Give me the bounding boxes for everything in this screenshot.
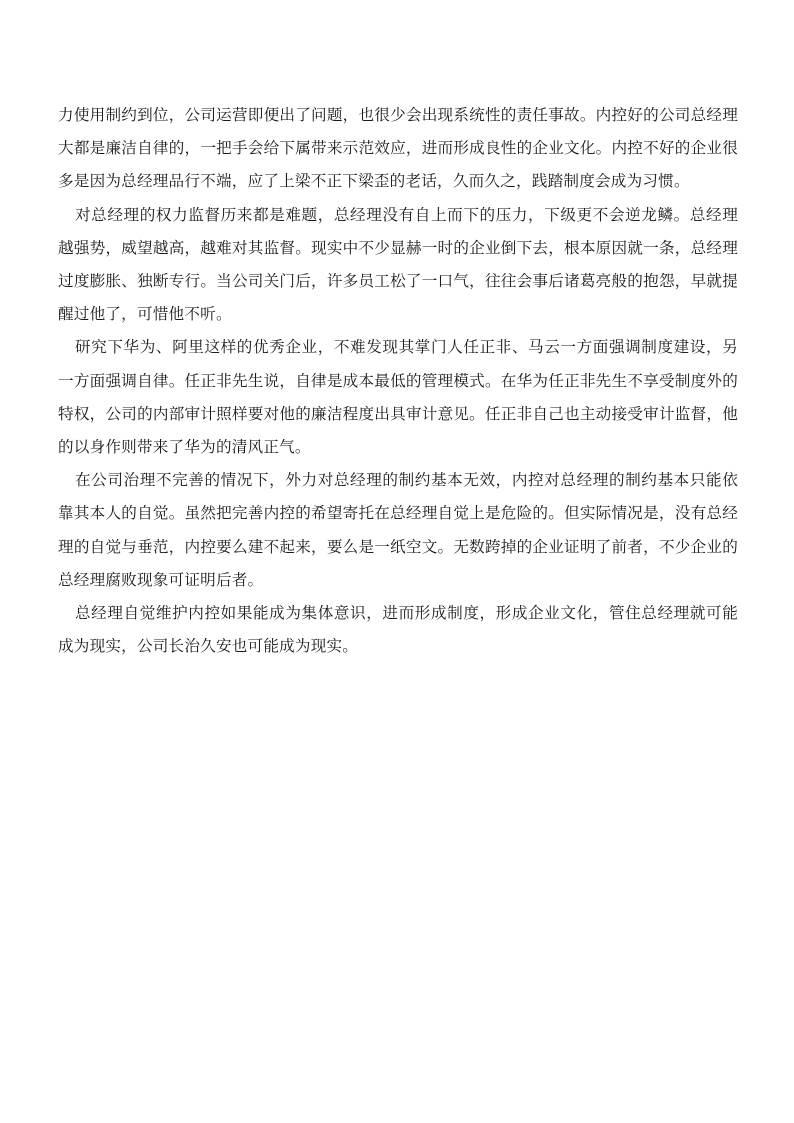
paragraph-3: 研究下华为、阿里这样的优秀企业，不难发现其掌门人任正非、马云一方面强调制度建设，另一方面强调自律。任正非先生说，自律是成本最低的管理模式。在华为任正非先生不享受制度外的特权，公司的内部审计照样要对他的廉洁程度出具审计意见。任正非自己也主动接受审计监督，他的以身作则带来了华为的清风正气。 [58, 338, 738, 457]
document-body [58, 99, 738, 663]
paragraph-2: 对总经理的权力监督历来都是难题，总经理没有自上而下的压力，下级更不会逆龙鳞。总经理越强势，威望越高，越难对其监督。现实中不少显赫一时的企业倒下去，根本原因就一条，总经理过度膨胀、独断专行。当公司关门后，许多员工松了一口气，往往会事后诸葛亮般的抱怨，早就提醒过他了，可惜他不听。 [58, 205, 738, 324]
paragraph-5: 总经理自觉维护内控如果能成为集体意识，进而形成制度，形成企业文化，管住总经理就可能成为现实，公司长治久安也可能成为现实。 [58, 604, 738, 656]
paragraph-4: 在公司治理不完善的情况下，外力对总经理的制约基本无效，内控对总经理的制约基本只能依靠其本人的自觉。虽然把完善内控的希望寄托在总经理自觉上是危险的。但实际情况是，没有总经理的自觉与垂范，内控要么建不起来，要么是一纸空文。无数跨掉的企业证明了前者，不少企业的总经理腐败现象可证明后者。 [58, 471, 738, 589]
paragraph-1: 力使用制约到位，公司运营即便出了问题，也很少会出现系统性的责任事故。内控好的公司总经理大都是廉洁自律的，一把手会给下属带来示范效应，进而形成良性的企业文化。内控不好的企业很多是因为总经理品行不端，应了上梁不正下梁歪的老话，久而久之，践踏制度会成为习惯。 [58, 106, 738, 191]
